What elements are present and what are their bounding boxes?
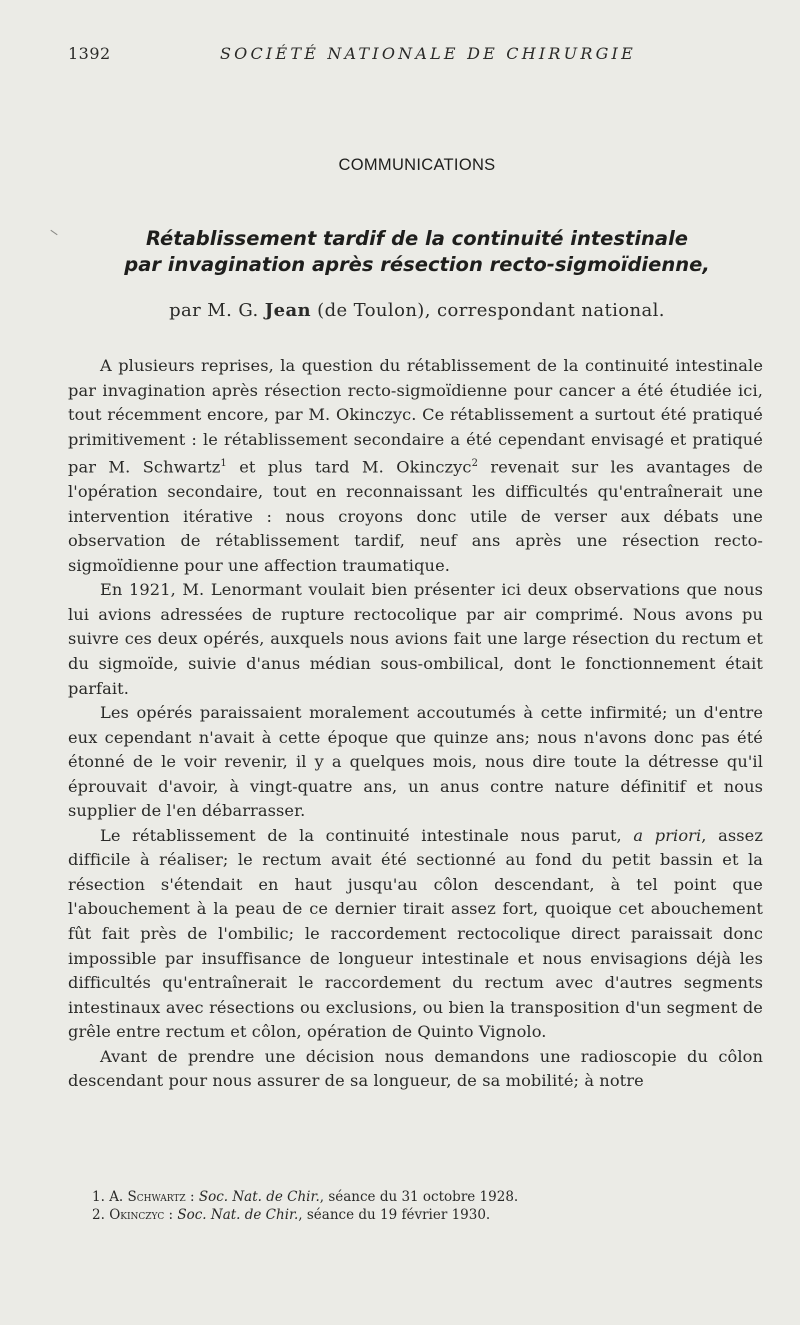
article-body [68, 354, 763, 1094]
article-title-line-1: Rétablissement tardif de la continuité intestinale [146, 227, 688, 250]
byline-suffix: (de Toulon), correspondant national. [311, 300, 665, 321]
paragraph: Avant de prendre une décision nous demandons une radioscopie du côlon descendant pour nous assurer de sa longueur, de sa mobilité; à notre [68, 1046, 763, 1091]
paragraph-text: et plus tard M. Okinczyc [226, 457, 472, 477]
footnote-journal: Soc. Nat. de Chir. [198, 1189, 320, 1205]
byline [0, 300, 800, 321]
section-title: COMMUNICATIONS [338, 156, 496, 174]
footnote-journal: Soc. Nat. de Chir. [177, 1207, 299, 1223]
paragraph-text: revenait sur les avantages de l'opération secondaire, tout en reconnaissant les difficultés qu'entraînerait une intervention itérative : nous croyons donc utile de verser aux débats une observation de rétablissement tardif, neuf ans après une résection recto-sigmoïdienne pour une affection traumatique. [68, 457, 763, 575]
byline-author: Jean [264, 300, 312, 321]
paragraph: Les opérés paraissaient moralement accoutumés à cette infirmité; un d'entre eux cependant n'avait à cette époque que quinze ans; nous n'avons donc pas été étonné de le voir revenir, il y a quelques mois, nous dire toute la détresse qu'il éprouvait d'avoir, à vingt-quatre ans, un anus contre nature définitif et nous supplier de l'en débarrasser. [68, 703, 763, 821]
footnote-detail: , séance du 31 octobre 1928. [319, 1189, 519, 1205]
page-number: 1392 [68, 44, 111, 63]
paragraph-text: A plusieurs reprises, la question du rétablissement de la continuité intestinale par invagination après résection recto-sigmoïdienne pour cancer a été étudiée ici, tout récemment encore, par M. Okinczyc. Ce rétablissement a surtout été pratiqué primitivement : le rétablissement secondaire a été cependant envisagé et pratiqué par M. Schwartz [68, 356, 763, 477]
footnote-separator: : [164, 1207, 178, 1223]
footnote-number: 2. [92, 1207, 105, 1223]
footnote-ref: 1 [220, 458, 227, 470]
footnote-separator: : [185, 1189, 199, 1205]
footnote-ref: 2 [471, 458, 479, 470]
paragraph-text: , assez difficile à réaliser; le rectum avait été sectionné au fond du petit bassin et la résection s'étendait en haut jusqu'au côlon descendant, à tel point que l'abouchement à la peau de ce dernier tirait assez fort, quoique cet abouchement fût fait près de l'ombilic; le raccordement rectocolique direct paraissait donc impossible par insuffisance de longueur intestinale et nous envisagions déjà les difficultés qu'entraînerait le raccordement du rectum avec d'autres segments intestinaux avec résections ou exclusions, ou bien la transposition d'un segment de grêle entre rectum et côlon, opération de Quinto Vignolo. [68, 825, 763, 1042]
paragraph [68, 354, 763, 578]
footnotes [92, 1188, 764, 1224]
paragraph [68, 824, 763, 1045]
article-title [0, 226, 800, 278]
footnote [92, 1206, 764, 1224]
footnote [92, 1188, 764, 1206]
running-header [68, 44, 768, 66]
footnote-author: A. Schwartz [109, 1189, 186, 1205]
footnote-number: 1. [92, 1189, 105, 1205]
footnote-author: Okinczyc [109, 1207, 165, 1223]
byline-prefix: par M. G. [169, 300, 265, 321]
journal-title: SOCIÉTÉ NATIONALE DE CHIRURGIE [220, 44, 636, 63]
footnote-detail: , séance du 19 février 1930. [298, 1207, 491, 1223]
paragraph: En 1921, M. Lenormant voulait bien présenter ici deux observations que nous lui avions adressées de rupture rectocolique par air comprimé. Nous avons pu suivre ces deux opérés, auxquels nous avions fait une large résection du rectum et du sigmoïde, suivie d'anus médian sous-ombilical, dont le fonctionnement était parfait. [68, 580, 763, 698]
italic-phrase: a priori [633, 825, 702, 845]
article-title-line-2: par invagination après résection recto-sigmoïdienne, [124, 253, 710, 276]
paragraph-text: Le rétablissement de la continuité intestinale nous parut, [100, 825, 634, 845]
